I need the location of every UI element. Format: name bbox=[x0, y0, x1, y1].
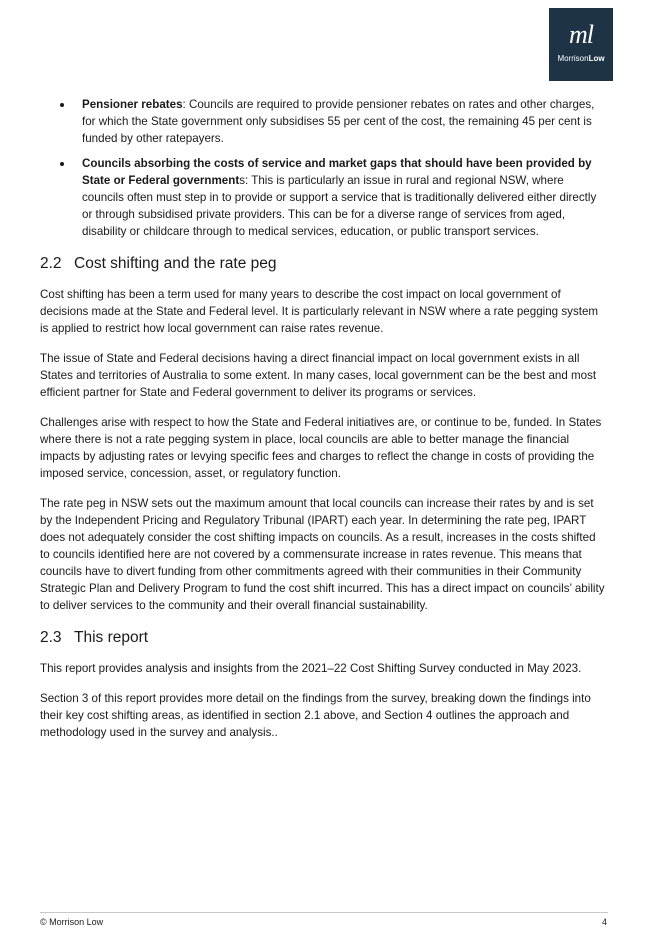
bullet-text: s: This is particularly an issue in rural and regional NSW, where councils often must step in to provide or support a service that is traditionally delivered either directly or through subsidised private providers. This can be for a diverse range of services from aged, disability or childcare through to medical services, education, or public transport services. bbox=[82, 174, 597, 238]
paragraph: Cost shifting has been a term used for many years to describe the cost impact on local government of decisions made at the State and Federal level. It is particularly relevant in NSW where a rate pegging system is applied to restrict how local government can raise rates revenue. bbox=[40, 288, 599, 335]
page-number: 4 bbox=[601, 917, 607, 927]
logo-word-regular: Morrison bbox=[557, 54, 589, 63]
section-number: 2.3 bbox=[40, 629, 62, 646]
logo-word-bold: Low bbox=[588, 54, 605, 63]
paragraph: This report provides analysis and insights from the 2021–22 Cost Shifting Survey conducted in May 2023. bbox=[40, 662, 582, 675]
bullet-dot bbox=[60, 162, 64, 166]
section-heading-2-3 bbox=[40, 628, 608, 648]
bullet-bold-lead: Pensioner rebates bbox=[82, 98, 183, 111]
page-content bbox=[40, 96, 608, 754]
bullet-text: : Councils are required to provide pensioner rebates on rates and other charges, for which the State government only subsidises 55 per cent of the cost, the remaining 45 per cent is funded by other ratepayers. bbox=[82, 98, 595, 145]
paragraph: Section 3 of this report provides more detail on the findings from the survey, breaking down the findings into their key cost shifting areas, as identified in section 2.1 above, and Section 4 outlines the approach and methodology used in the survey and analysis.. bbox=[40, 692, 591, 739]
footer-divider bbox=[40, 912, 608, 913]
section-title: Cost shifting and the rate peg bbox=[74, 255, 277, 272]
paragraph: Challenges arise with respect to how the State and Federal initiatives are, or continue to be, funded. In States where there is not a rate pegging system in place, local councils are able to better manage the financial impacts by adjusting rates or levying specific fees and charges to reflect the change in costs of providing the imposed service, concession, asset, or regulatory function. bbox=[40, 416, 602, 480]
morrison-low-logo bbox=[549, 8, 613, 81]
footer-copyright: © Morrison Low bbox=[40, 917, 104, 927]
paragraph: The rate peg in NSW sets out the maximum amount that local councils can increase their rates by and is set by the Independent Pricing and Regulatory Tribunal (IPART) each year. In determining the rate peg, IPART does not adequately consider the cost shifting impacts on councils. As a result, increases in the costs shifted to councils identified here are not covered by a commensurate increase in rates revenue. This means that councils have to divert funding from other commitments agreed with their communities in their Community Strategic Plan and Delivery Program to fund the cost shift incurred. This has a direct impact on councils’ ability to deliver services to the community and their overall financial sustainability. bbox=[40, 497, 605, 612]
section-heading-2-2 bbox=[40, 254, 608, 274]
section-title: This report bbox=[74, 629, 149, 646]
logo-wordmark bbox=[549, 54, 613, 64]
section-number: 2.2 bbox=[40, 255, 62, 272]
bullet-item bbox=[40, 96, 608, 147]
logo-mark: ml bbox=[569, 20, 593, 49]
bullet-list bbox=[40, 96, 608, 240]
bullet-dot bbox=[60, 103, 64, 107]
bullet-item bbox=[40, 155, 608, 240]
bullet-bold-lead: Councils absorbing the costs of service and market gaps that should have been provided by State or Federal government bbox=[82, 157, 592, 187]
paragraph: The issue of State and Federal decisions having a direct financial impact on local government exists in all States and territories of Australia to some extent. In many cases, local government can be the best and most efficient partner for State and Federal government to deliver its programs or services. bbox=[40, 352, 597, 399]
